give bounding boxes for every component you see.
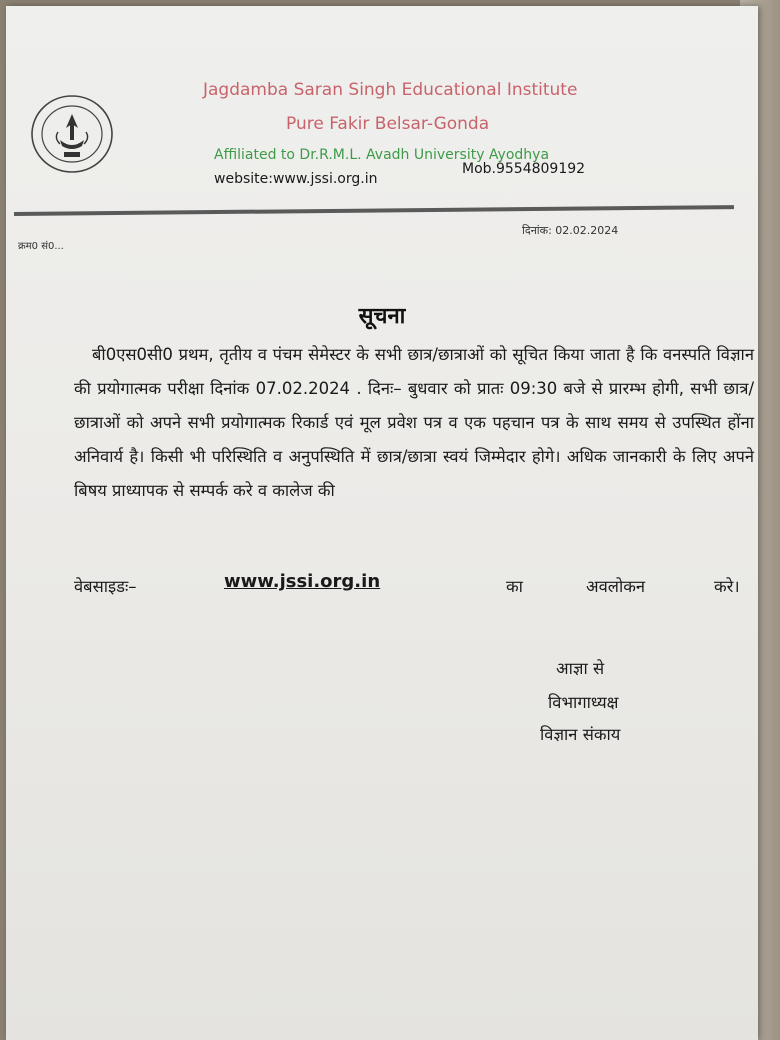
notice-date: दिनांक: 02.02.2024	[522, 224, 619, 237]
notice-body	[74, 338, 754, 508]
affiliation-text: Affiliated to Dr.R.M.L. Avadh University Ayodhya	[214, 147, 550, 163]
institute-name: Jagdamba Saran Singh Educational Institute	[203, 80, 578, 100]
institute-logo	[30, 92, 114, 176]
signature-line-3: विज्ञान संकाय	[540, 725, 621, 744]
signature-line-1: आज्ञा से	[556, 659, 605, 678]
signature-line-2: विभागाध्यक्ष	[548, 693, 619, 712]
header-mobile: Mob.9554809192	[462, 161, 586, 177]
website-label: वेबसाइडः–	[74, 577, 137, 596]
notice-title: सूचना	[358, 304, 406, 329]
website-word-1: का	[506, 577, 523, 596]
website-word-3: करे।	[714, 577, 740, 596]
notice-paper	[6, 6, 758, 1040]
reference-number: क्रम0 सं0...	[18, 241, 64, 252]
website-word-2: अवलोकन	[586, 577, 646, 596]
website-link[interactable]: www.jssi.org.in	[224, 571, 381, 592]
notice-paragraph: बी0एस0सी0 प्रथम, तृतीय व पंचम सेमेस्टर के सभी छात्र/छात्राओं को सूचित किया जाता है कि वनस्पति विज्ञान की प्रयोगात्मक परीक्षा दिनांक 07.02.2024 . दिनः– बुधवार को प्रातः 09:30 बजे से प्रारम्भ होगी, सभी छात्र/छात्राओं को अपने सभी प्रयोगात्मक रिकार्ड एवं मूल प्रवेश पत्र व एक पहचान पत्र के साथ समय से उपस्थित होंना अनिवार्य है। किसी भी परिस्थिति व अनुपस्थिति में छात्र/छात्रा स्वयं जिम्मेदार होगे। अधिक जानकारी के लिए अपने बिषय प्राध्यापक से सम्पर्क करे व कालेज की	[74, 345, 754, 500]
header-divider	[14, 205, 734, 216]
header-website: website:www.jssi.org.in	[214, 171, 378, 187]
institute-place: Pure Fakir Belsar-Gonda	[286, 114, 490, 134]
